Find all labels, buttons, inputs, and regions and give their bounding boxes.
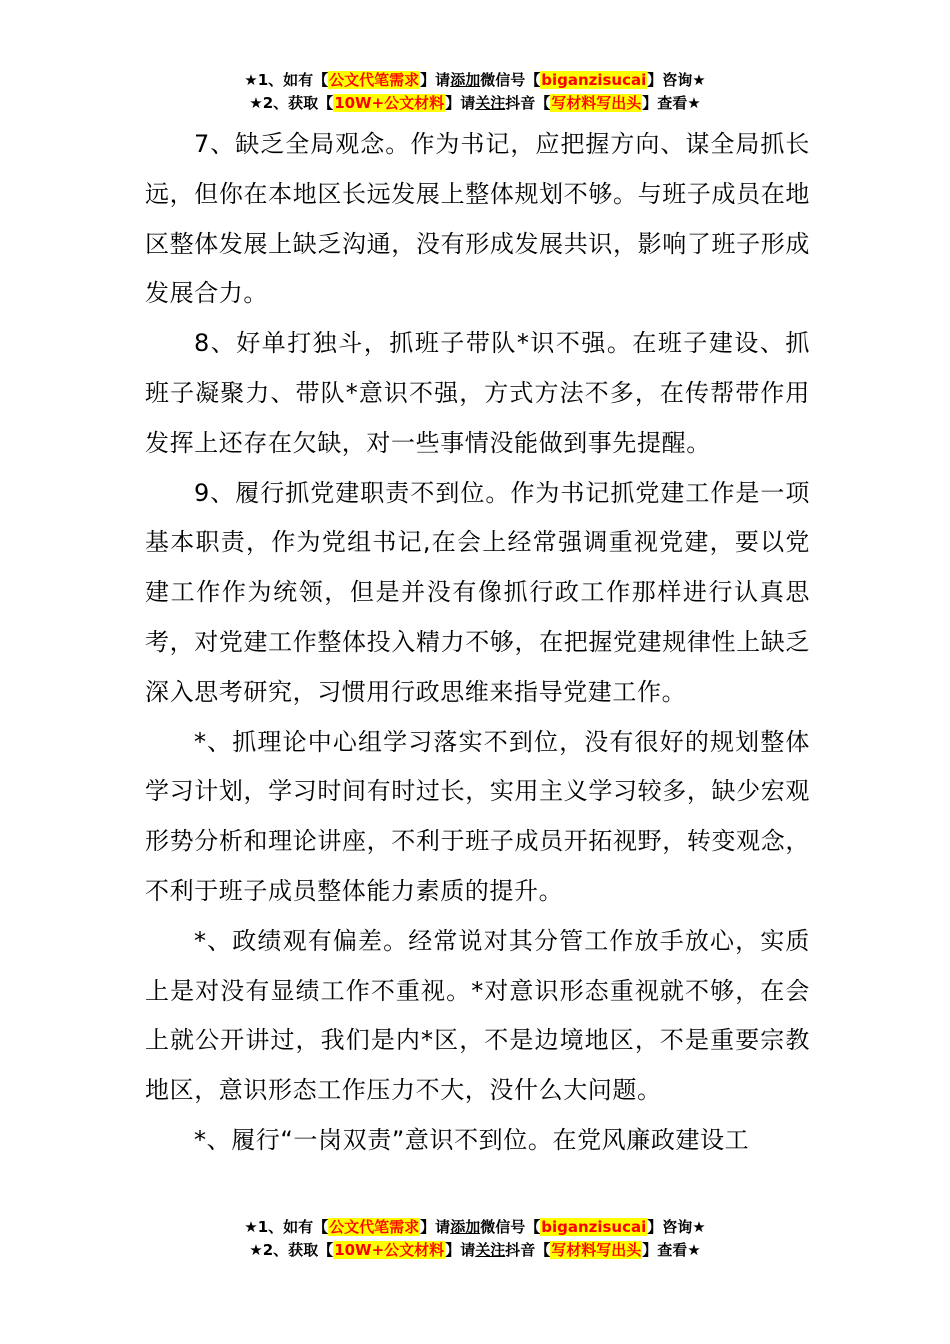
banner-line-1: ★1、如有【公文代笔需求】请添加微信号【biganzisucai】咨询★ (244, 71, 706, 89)
highlight-service: 公文代笔需求 (329, 1218, 420, 1236)
highlight-materials: 10W+公文材料 (334, 94, 445, 112)
banner-line-1: ★1、如有【公文代笔需求】请添加微信号【biganzisucai】咨询★ (244, 1218, 706, 1236)
paragraph-9: 9、履行抓党建职责不到位。作为书记抓党建工作是一项基本职责，作为党组书记,在会上经常强调重视党建，要以党建工作作为统领，但是并没有像抓行政工作那样进行认真思考，对党建工作整体投入精力不够，在把握党建规律性上缺乏深入思考研究，习惯用行政思维来指导党建工作。 (145, 478, 810, 706)
banner-line-2: ★2、获取【10W+公文材料】请关注抖音【写材料写出头】查看★ (249, 94, 701, 112)
paragraph-7: 7、缺乏全局观念。作为书记，应把握方向、谋全局抓长远，但你在本地区长远发展上整体规划不够。与班子成员在地区整体发展上缺乏沟通，没有形成发展共识，影响了班子形成发展合力。 (145, 130, 810, 308)
bottom-banner (0, 1216, 950, 1262)
highlight-service: 公文代笔需求 (329, 71, 420, 89)
highlight-wechat-id: biganzisucai (541, 1218, 647, 1236)
highlight-wechat-id: biganzisucai (541, 71, 647, 89)
banner-line-2: ★2、获取【10W+公文材料】请关注抖音【写材料写出头】查看★ (249, 1241, 701, 1259)
document-body (145, 120, 810, 1166)
paragraph-dual-duty: *、履行“一岗双责”意识不到位。在党风廉政建设工 (194, 1125, 750, 1154)
paragraph-performance: *、政绩观有偏差。经常说对其分管工作放手放心，实质上是对没有显绩工作不重视。*对意识形态重视就不够，在会上就公开讲过，我们是内*区，不是边境地区，不是重要宗教地区，意识形态工作压力不大，没什么大问题。 (145, 926, 810, 1105)
highlight-douyin-account: 写材料写出头 (551, 94, 642, 112)
top-banner (0, 69, 950, 115)
highlight-materials: 10W+公文材料 (334, 1241, 445, 1259)
paragraph-8: 8、好单打独斗，抓班子带队*识不强。在班子建设、抓班子凝聚力、带队*意识不强，方式方法不多，在传帮带作用发挥上还存在欠缺，对一些事情没能做到事先提醒。 (145, 329, 810, 457)
paragraph-study: *、抓理论中心组学习落实不到位，没有很好的规划整体学习计划，学习时间有时过长，实用主义学习较多，缺少宏观形势分析和理论讲座，不利于班子成员开拓视野，转变观念，不利于班子成员整体能力素质的提升。 (145, 727, 810, 905)
highlight-douyin-account: 写材料写出头 (551, 1241, 642, 1259)
